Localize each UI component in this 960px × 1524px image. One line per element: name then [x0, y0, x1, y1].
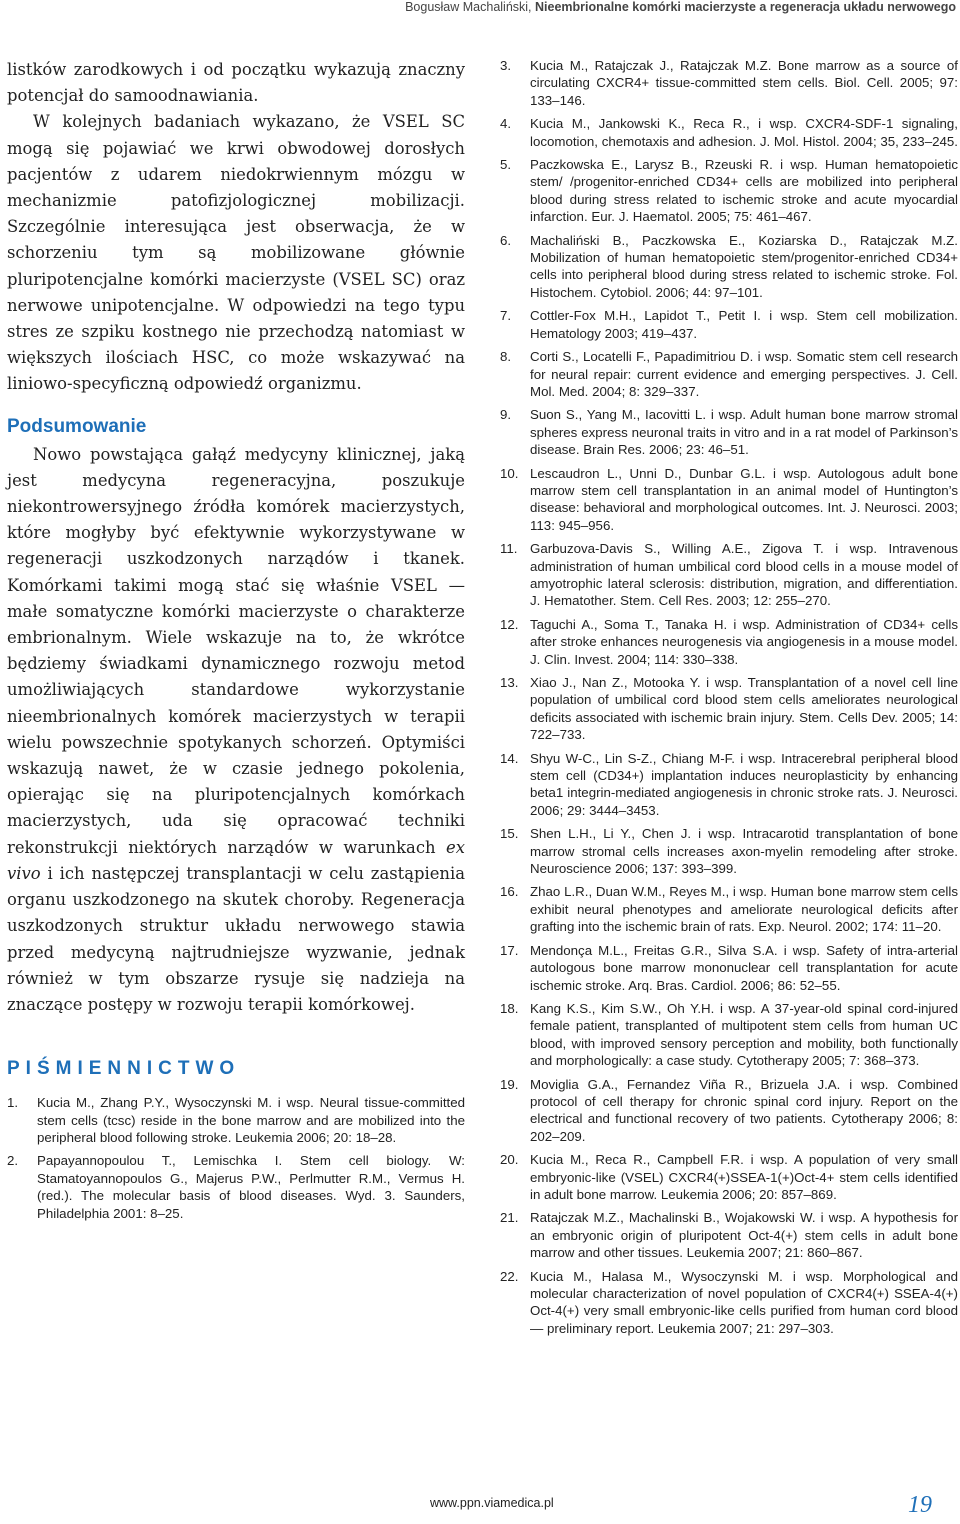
reference-number: 8. [500, 349, 512, 365]
reference-number: 14. [500, 750, 519, 766]
header-title: Nieembrionalne komórki macierzyste a regeneracja układu nerwowego [535, 0, 956, 14]
reference-text: Lescaudron L., Unni D., Dunbar G.L. i wsp. Autologous adult bone marrow stem cell transplantation in an animal model of Huntington’s disease: behavioral and morphological outcomes. Int. J. Neurosci. 2003; 113: 945–956. [530, 465, 958, 533]
reference-text: Shen L.H., Li Y., Chen J. i wsp. Intracarotid transplantation of bone marrow stromal cells increases axon-myelin remodeling after stroke. Neuroscience 2006; 137: 393–399. [530, 826, 958, 877]
reference-number: 20. [500, 1152, 519, 1168]
reference-item [500, 1000, 958, 1070]
reference-number: 4. [500, 116, 512, 132]
reference-text: Garbuzova-Davis S., Willing A.E., Zigova T. i wsp. Intravenous administration of human umbilical cord blood cells in a mouse model of amyotrophic lateral sclerosis: distribution, migration, and differentiation. J. Hematother. Stem. Cell Res. 2003; 12: 255–270. [530, 541, 958, 609]
references-list-right [500, 57, 958, 1337]
reference-item [500, 232, 958, 302]
reference-text: Moviglia G.A., Fernandez Viña R., Brizuela J.A. i wsp. Combined protocol of cell therapy for chronic spinal cord injury. Report on the electrical and functional recovery of two patients. Cytotherapy 2006; 8: 202–209. [530, 1076, 958, 1144]
reference-text: Kucia M., Zhang P.Y., Wysoczynski M. i wsp. Neural tissue-committed stem cells (tcsc) reside in the bone marrow and are mobilized into the peripheral blood following stroke. Leukemia 2006; 20: 18–28. [37, 1095, 465, 1145]
reference-number: 9. [500, 407, 512, 423]
reference-text: Zhao L.R., Duan W.M., Reyes M., i wsp. Human bone marrow stem cells exhibit neural phenotypes and ameliorate neurological deficits after grafting into the ischemic brain of rats. Exp. Neurol. 2002; 174: 11–20. [530, 884, 958, 935]
reference-item [500, 1209, 958, 1261]
reference-text: Cottler-Fox M.H., Lapidot T., Petit I. i wsp. Stem cell mobilization. Hematology 2003; 419–437. [530, 308, 958, 341]
reference-number: 11. [500, 541, 518, 557]
reference-number: 21. [500, 1210, 519, 1226]
reference-text: Kucia M., Reca R., Campbell F.R. i wsp. A population of very small embryonic-like (VSEL) CXCR4(+)SSEA-1(+)Oct-4+ stem cells identified in adult bone marrow. Leukemia 2006; 20: 857–869. [530, 1152, 958, 1202]
reference-item [500, 750, 958, 820]
reference-item [500, 942, 958, 994]
references-list-left [7, 1094, 465, 1222]
reference-item [500, 348, 958, 400]
reference-number: 16. [500, 884, 519, 900]
references-heading: PIŚMIENNICTWO [7, 1058, 241, 1080]
reference-item [500, 1151, 958, 1203]
reference-number: 2. [7, 1153, 19, 1169]
reference-number: 7. [500, 308, 512, 324]
summary-paragraph [7, 442, 465, 1018]
reference-item [500, 406, 958, 458]
summary-text-a: Nowo powstająca gałąź medycyny klinicznej, jaką jest medycyna regeneracyjna, poszukuje niekontrowersyjnego źródła komórek macierzystych, które mogłyby być efektywnie wykorzystywane w regeneracji uszkodzonych narządów i tkanek. Komórkami takimi mogą stać się właśnie VSEL — małe somatyczne komórki macierzyste o charakterze embrionalnym. Wiele wskazuje na to, że wkrótce będziemy świadkami dynamicznego rozwoju metod umożliwiających standardowe wykorzystanie nieembrionalnych komórek macierzystych w terapii wielu powszechnie spotykanych schorzeń. Optymiści wskazują nawet, że w czasie jednego pokolenia, opierając się na pluripotencjalnych komórkach macierzystych, uda się opracować techniki rekonstrukcji niektórych narządów w warunkach [7, 444, 465, 857]
running-header [405, 0, 956, 14]
reference-item [500, 883, 958, 935]
reference-item [500, 465, 958, 535]
paragraph-vsel-text: W kolejnych badaniach wykazano, że VSEL SC mogą się pojawiać we krwi obwodowej dorosłych pacjentów z udarem niedokrwiennym mózgu w mechanizmie patofizjologicznej mobilizacji. Szczególnie interesująca jest obserwacja, że w schorzeniu tym są mobilizowane głównie pluripotencjalne komórki macierzyste (VSEL SC) oraz nerwowe unipotencjalne. W odpowiedzi na tego typu stres ze szpiku kostnego nie przechodzą natomiast w większych ilościach HSC, co może wskazywać na liniowo-specyficzną odpowiedź organizmu. [7, 112, 465, 394]
paragraph-continued: listków zarodkowych i od początku wykazują znaczny potencjał do samoodnawiania. [7, 60, 465, 106]
reference-item [500, 540, 958, 610]
reference-number: 3. [500, 58, 512, 73]
reference-text: Ratajczak M.Z., Machalinski B., Wojakowski W. i wsp. A hypothesis for an embryonic origin of pluripotent Oct-4(+) stem cells in adult bone marrow and other tissues. Leukemia 2007; 21: 860–867. [530, 1210, 958, 1261]
summary-heading: Podsumowanie [7, 415, 147, 437]
reference-number: 22. [500, 1268, 519, 1284]
reference-text: Suon S., Yang M., Iacovitti L. i wsp. Adult human bone marrow stromal spheres express neuronal traits in vitro and in a rat model of Parkinson’s disease. Brain Res. 2006; 23: 46–51. [530, 407, 958, 458]
right-column [500, 57, 958, 1343]
reference-text: Corti S., Locatelli F., Papadimitriou D. i wsp. Somatic stem cell research for neural repair: current evidence and emerging perspectives. J. Cell. Mol. Med. 2004; 8: 329–337. [530, 349, 958, 399]
reference-item [500, 57, 958, 109]
reference-item [500, 156, 958, 226]
header-author: Bogusław Machaliński, [405, 0, 535, 14]
footer-url: www.ppn.viamedica.pl [430, 1496, 554, 1510]
reference-number: 15. [500, 826, 519, 842]
reference-number: 12. [500, 616, 519, 632]
reference-text: Papayannopoulou T., Lemischka I. Stem cell biology. W: Stamatoyannopoulos G., Majerus P.W., Perlmutter R.M., Vermus H. (red.). The molecular basis of blood diseases. Wyd. 3. Saunders, Philadelphia 2001: 8–25. [37, 1153, 465, 1221]
reference-number: 1. [7, 1095, 19, 1111]
reference-number: 5. [500, 157, 512, 173]
reference-item [500, 1076, 958, 1146]
paragraph-vsel [7, 109, 465, 397]
reference-text: Shyu W-C., Lin S-Z., Chiang M-F. i wsp. Intracerebral peripheral blood stem cell (CD34+) implantation induces neuroplasticity by enhancing beta1 integrin-mediated angiogenesis in chronic stroke rats. J. Neurosci. 2006; 29: 3444–3453. [530, 750, 958, 818]
reference-item [500, 307, 958, 342]
reference-text: Xiao J., Nan Z., Motooka Y. i wsp. Transplantation of a novel cell line population of umbilical cord blood stem cells ameliorates neurological deficits associated with ischemic brain injury. Stem. Cells Dev. 2005; 14: 722–733. [530, 675, 958, 743]
summary-text-b: i ich następczej transplantacji w celu zastąpienia organu uszkodzonego na skutek choroby. Regeneracja uszkodzonych struktur układu nerwowego stawia przed medycyną najtrudniejsze wyzwanie, jednak również w tym obszarze rysuje się nadzieja na znaczące postępy w rozwoju terapii komórkowej. [7, 863, 465, 1014]
reference-item [7, 1152, 465, 1222]
reference-text: Taguchi A., Soma T., Tanaka H. i wsp. Administration of CD34+ cells after stroke enhances neurogenesis via angiogenesis in a mouse model. J. Clin. Invest. 2004; 114: 330–338. [530, 616, 958, 667]
summary-text-italic: ex vivo [7, 837, 465, 883]
reference-item [500, 115, 958, 150]
reference-number: 13. [500, 675, 519, 690]
reference-number: 18. [500, 1000, 519, 1016]
reference-item [7, 1094, 465, 1146]
left-column [7, 57, 465, 1228]
reference-number: 6. [500, 232, 512, 248]
reference-text: Paczkowska E., Larysz B., Rzeuski R. i wsp. Human hematopoietic stem/ /progenitor-enriched CD34+ cells are mobilized into peripheral blood during stress related to ischemic stroke and acute myocardial infarction. Eur. J. Haematol. 2005; 75: 461–467. [530, 157, 958, 225]
reference-text: Kucia M., Halasa M., Wysoczynski M. i wsp. Morphological and molecular characterization of novel population of CXCR4(+) SSEA-4(+) Oct-4(+) very small embryonic-like cells purified from human cord blood — preliminary report. Leukemia 2007; 21: 297–303. [530, 1268, 958, 1336]
reference-number: 10. [500, 465, 519, 481]
reference-text: Kucia M., Ratajczak J., Ratajczak M.Z. Bone marrow as a source of circulating CXCR4+ tissue-committed stem cells. Biol. Cell. 2005; 97: 133–146. [530, 58, 958, 108]
reference-text: Machaliński B., Paczkowska E., Koziarska D., Ratajczak M.Z. Mobilization of human hematopoietic stem/progenitor-enriched CD34+ cells into peripheral blood during stress related to ischemic stroke. Fol. Histochem. Cytobiol. 2006; 44: 97–101. [530, 232, 958, 300]
reference-number: 17. [500, 942, 519, 958]
reference-item [500, 616, 958, 668]
reference-text: Mendonça M.L., Freitas G.R., Silva S.A. i wsp. Safety of intra-arterial autologous bone marrow mononuclear cell transplantation for acute ischemic stroke. Arq. Bras. Cardiol. 2006; 86: 52–55. [530, 942, 958, 993]
reference-item [500, 825, 958, 877]
reference-number: 19. [500, 1076, 519, 1092]
reference-text: Kucia M., Jankowski K., Reca R., i wsp. CXCR4-SDF-1 signaling, locomotion, chemotaxis and adhesion. J. Mol. Histol. 2004; 35, 233–245. [530, 116, 958, 149]
reference-item [500, 674, 958, 744]
reference-text: Kang K.S., Kim S.W., Oh Y.H. i wsp. A 37-year-old spinal cord-injured female patient, transplanted of multipotent stem cells from human UC blood, with improved sensory perception and mobility, both functionally and morphologically: a case study. Cytotherapy 2005; 7: 368–373. [530, 1000, 958, 1069]
reference-item [500, 1268, 958, 1338]
page-number: 19 [908, 1492, 932, 1518]
